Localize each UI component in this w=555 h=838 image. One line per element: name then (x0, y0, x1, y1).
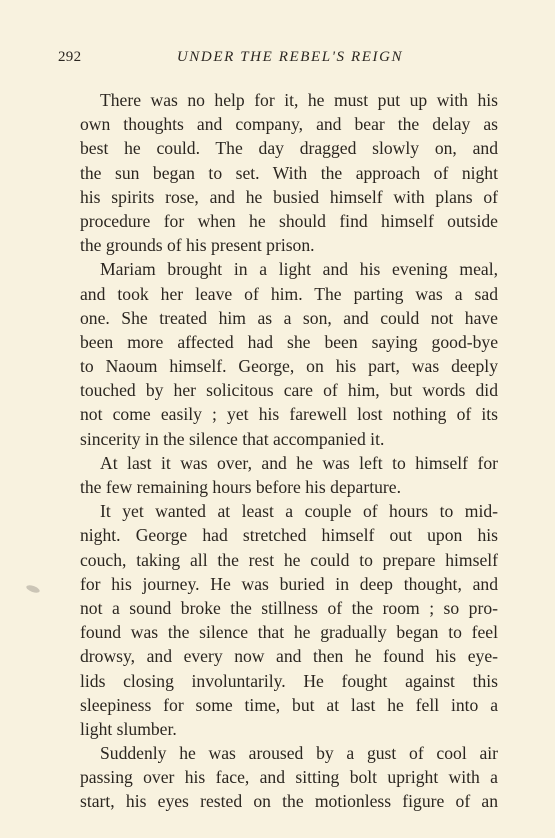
text-line: his spirits rose, and he busied himself with plans of (80, 186, 498, 207)
text-line: lids closing involuntarily. He fought against this (80, 670, 498, 691)
text-line: couch, taking all the rest he could to prepare himself (80, 549, 498, 570)
text-line: night. George had stretched himself out upon his (80, 525, 498, 546)
page-number: 292 (58, 49, 82, 65)
text-line: At last it was over, and he was left to himself for (100, 452, 498, 473)
text-line: sincerity in the silence that accompanied it. (80, 428, 385, 449)
text-line: to Naoum himself. George, on his part, was deeply (80, 356, 498, 377)
text-line: not come easily ; yet his farewell lost nothing of its (80, 404, 498, 425)
text-line: own thoughts and company, and bear the delay as (80, 114, 498, 135)
text-line: the few remaining hours before his departure. (80, 477, 401, 497)
text-line: the sun began to set. With the approach of night (80, 162, 498, 183)
text-line: light slumber. (80, 718, 177, 739)
text-line: There was no help for it, he must put up with his (100, 90, 498, 110)
text-line: been more affected had she been saying good-bye (80, 331, 498, 352)
ink-smudge-mark (25, 584, 40, 594)
text-line: It yet wanted at least a couple of hours to mid- (100, 501, 498, 522)
running-title: UNDER THE REBEL'S REIGN (176, 49, 404, 65)
text-line: touched by her solicitous care of him, but words did (80, 380, 498, 401)
text-line: start, his eyes rested on the motionless figure of an (80, 791, 498, 812)
text-line: Suddenly he was aroused by a gust of cool air (100, 743, 498, 764)
text-line: drowsy, and every now and then he found his eye- (80, 646, 498, 667)
text-line: and took her leave of him. The parting was a sad (80, 283, 498, 304)
text-line: for his journey. He was buried in deep thought, and (80, 573, 498, 594)
text-line: the grounds of his present prison. (80, 235, 315, 256)
text-line: one. She treated him as a son, and could not have (80, 307, 498, 328)
text-line: passing over his face, and sitting bolt upright with a (80, 767, 498, 788)
text-line: Mariam brought in a light and his evening meal, (100, 259, 498, 280)
text-line: found was the silence that he gradually began to feel (80, 622, 498, 643)
text-line: not a sound broke the stillness of the room ; so pro- (80, 597, 498, 618)
body-text (80, 88, 498, 814)
text-line: procedure for when he should find himself outside (80, 210, 498, 231)
text-line: best he could. The day dragged slowly on, and (80, 138, 498, 159)
text-line: sleepiness for some time, but at last he fell into a (80, 694, 498, 715)
